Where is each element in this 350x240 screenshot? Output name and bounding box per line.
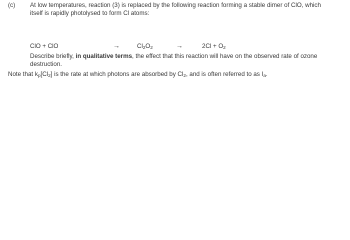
equation-reactants: ClO + ClO [30, 43, 59, 50]
note-text [8, 71, 338, 79]
question-part-label: (c) [8, 2, 16, 9]
question-intro-text: At low temperatures, reaction (3) is replaced by the following reaction forming a stable dimer of ClO, which itself is rapidly photolysed to form Cl atoms: [30, 2, 321, 17]
subscript: 2 [223, 45, 226, 50]
prompt-emphasis: in qualitative terms [75, 53, 133, 60]
note-text-part: , and is often referred to as I [185, 71, 264, 78]
subscript: p [37, 73, 41, 78]
note-text-part: . [265, 71, 268, 78]
reaction-arrow: → [113, 43, 120, 50]
note-text-part: Note that k [8, 71, 38, 78]
equation-intermediate [137, 43, 153, 51]
note-text-part: ] is the rate at which photons are absorbed by Cl [50, 71, 184, 78]
subscript: a [263, 73, 266, 78]
note-text-part: [Cl [40, 71, 49, 78]
reaction-arrow: → [176, 43, 183, 50]
equation-products [202, 43, 226, 51]
prompt-text-end: , the effect that this reaction will have on the observed rate of ozone destruction. [30, 53, 318, 68]
prompt-text-start: Describe briefly, [30, 53, 76, 60]
question-page [0, 0, 350, 93]
subscript: 2 [183, 73, 186, 78]
equation-intermediate-main: Cl [137, 43, 143, 50]
subscript: 2 [48, 73, 51, 78]
question-prompt-text [30, 53, 330, 68]
equation-intermediate-oxygen: O [145, 43, 151, 50]
subscript: 2 [150, 45, 153, 50]
equation-products-main: 2Cl + O [202, 43, 224, 50]
subscript: 2 [142, 45, 146, 50]
